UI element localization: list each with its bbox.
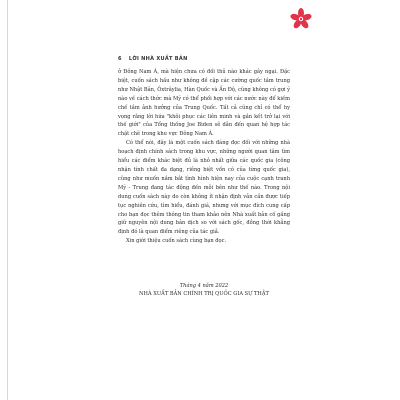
page-edge-divider — [7, 0, 8, 400]
section-title: LỜI NHÀ XUẤT BẢN — [128, 56, 188, 62]
paragraph-2: Có thể nói, đây là một cuốn sách đáng đọc đối với những nhà hoạch định chính sách trong khu vực, những người quan tâm tìm hiểu các điểm khác biệt đủ là nhỏ nhất giữa các quốc gia (công nhận tính chất đa dạng, riêng biệt vốn có của từng quốc gia), cũng như muốn nắm bắt tình hình hiện nay của cuộc cạnh tranh Mỹ - Trung đang tác động đến mỗi bên như thế nào. Trong nội dung cuốn sách này do còn không ít nhận định vẫn cần được tiếp tục nghiên cứu, tìm hiểu, đánh giá, nhưng với mục đích cung cấp cho bạn đọc thêm thông tin tham khảo nên Nhà xuất bản cố gắng giữ nguyên nội dung bản dịch so với sách gốc, đồng thời khẳng định đó là quan điểm riêng của tác giả. — [118, 140, 290, 236]
page-number: 6 — [118, 56, 122, 62]
signoff-date: Tháng 4 năm 2022 — [179, 283, 229, 289]
signoff-publisher: NHÀ XUẤT BẢN CHÍNH TRỊ QUỐC GIA SỰ THẬT — [139, 291, 269, 297]
running-header — [118, 56, 188, 62]
paragraph-3: Xin giới thiệu cuốn sách cùng bạn đọc. — [126, 238, 227, 245]
publisher-flower-logo-icon — [290, 8, 312, 30]
paragraph-1: ở Đông Nam Á, mà hiện chưa có đối thủ nào khác gây ngại. Đặc biệt, cuốn sách hầu như không đề cập các cường quốc tầm trung như Nhật Bản, Ôxtrâylia, Hàn Quốc và Ấn Độ, cũng không có gợi ý nào về cách thức mà Mỹ có thể phối hợp với các nước này để kiềm chế tầm ảnh hưởng của Trung Quốc. Tất cả cũng chỉ có thể hy vọng rằng lời hứa "khôi phục các liên minh và gắn kết trở lại với thế giới" của Tổng thống Joe Biden sẽ dẫn đến quan hệ hợp tác chặt chẽ trong khu vực Đông Nam Á. — [118, 69, 291, 138]
body-text — [118, 68, 290, 246]
